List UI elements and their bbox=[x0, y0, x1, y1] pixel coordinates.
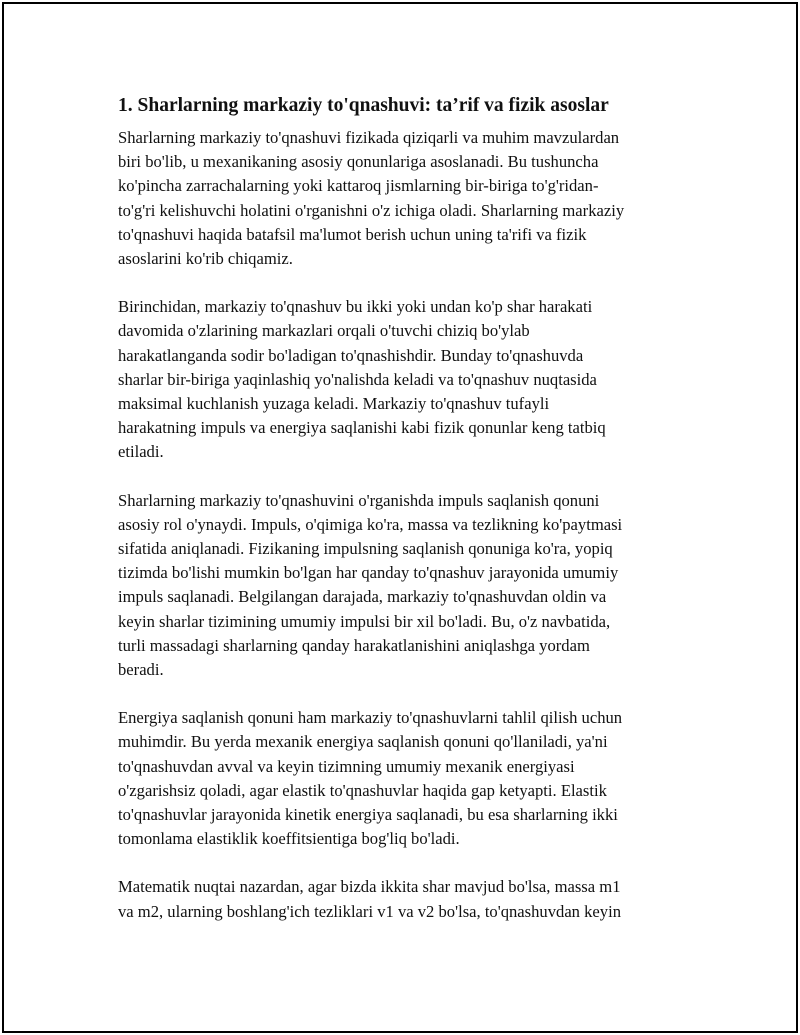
paragraph-5 bbox=[118, 875, 684, 923]
text-line: sifatida aniqlanadi. Fizikaning impulsning saqlanish qonuniga ko'ra, yopiq bbox=[118, 539, 613, 559]
paragraph-1 bbox=[118, 126, 684, 271]
text-line: asoslarini ko'rib chiqamiz. bbox=[118, 249, 293, 269]
text-line: Sharlarning markaziy to'qnashuvini o'rganishda impuls saqlanish qonuni bbox=[118, 490, 600, 510]
text-line: to'g'ri kelishuvchi holatini o'rganishni o'z ichiga oladi. Sharlarning markaziy bbox=[118, 200, 625, 220]
text-line: va m2, ularning boshlang'ich tezliklari v1 va v2 bo'lsa, to'qnashuvdan keyin bbox=[118, 901, 621, 921]
paragraph-4 bbox=[118, 706, 684, 851]
text-line: tizimda bo'lishi mumkin bo'lgan har qanday to'qnashuv jarayonida umumiy bbox=[118, 563, 619, 583]
text-line: Energiya saqlanish qonuni ham markaziy to'qnashuvlarni tahlil qilish uchun bbox=[118, 708, 623, 728]
text-line: to'qnashuvi haqida batafsil ma'lumot berish uchun uning ta'rifi va fizik bbox=[118, 224, 587, 244]
paragraph-3 bbox=[118, 489, 684, 683]
text-line: Birinchidan, markaziy to'qnashuv bu ikki yoki undan ko'p shar harakati bbox=[118, 297, 593, 317]
text-line: turli massadagi sharlarning qanday harakatlanishini aniqlashga yordam bbox=[118, 635, 590, 655]
text-line: Sharlarning markaziy to'qnashuvi fizikada qiziqarli va muhim mavzulardan bbox=[118, 128, 620, 147]
text-line: tomonlama elastiklik koeffitsientiga bog'liq bo'ladi. bbox=[118, 829, 460, 849]
text-line: etiladi. bbox=[118, 442, 164, 462]
text-line: to'qnashuvdan avval va keyin tizimning umumiy mexanik energiyasi bbox=[118, 756, 575, 776]
text-line: beradi. bbox=[118, 660, 164, 680]
text-line: maksimal kuchlanish yuzaga keladi. Markaziy to'qnashuv tufayli bbox=[118, 394, 550, 414]
section-heading: 1. Sharlarning markaziy to'qnashuvi: ta’rif va fizik asoslar bbox=[118, 95, 609, 116]
text-line: Matematik nuqtai nazardan, agar bizda ikkita shar mavjud bo'lsa, massa m1 bbox=[118, 877, 621, 897]
paragraph-2 bbox=[118, 295, 684, 464]
text-line: asosiy rol o'ynaydi. Impuls, o'qimiga ko'ra, massa va tezlikning ko'paytmasi bbox=[118, 514, 623, 534]
text-line: biri bo'lib, u mexanikaning asosiy qonunlariga asoslanadi. Bu tushuncha bbox=[118, 152, 599, 172]
text-line: to'qnashuvlar jarayonida kinetik energiya saqlanadi, bu esa sharlarning ikki bbox=[118, 805, 618, 825]
text-line: ko'pincha zarrachalarning yoki kattaroq jismlarning bir-biriga to'g'ridan- bbox=[118, 176, 599, 196]
text-line: muhimdir. Bu yerda mexanik energiya saqlanish qonuni qo'llaniladi, ya'ni bbox=[118, 732, 608, 752]
document-body bbox=[118, 92, 684, 948]
text-line: sharlar bir-biriga yaqinlashiq yo'nalishda keladi va to'qnashuv nuqtasida bbox=[118, 369, 597, 389]
text-line: impuls saqlanadi. Belgilangan darajada, markaziy to'qnashuvdan oldin va bbox=[118, 587, 607, 607]
text-line: o'zgarishsiz qoladi, agar elastik to'qnashuvlar haqida gap ketyapti. Elastik bbox=[118, 780, 607, 800]
text-line: harakatlanganda sodir bo'ladigan to'qnashishdir. Bunday to'qnashuvda bbox=[118, 345, 584, 365]
text-line: keyin sharlar tizimining umumiy impulsi bir xil bo'ladi. Bu, o'z navbatida, bbox=[118, 611, 611, 631]
text-line: harakatning impuls va energiya saqlanishi kabi fizik qonunlar keng tatbiq bbox=[118, 418, 606, 438]
text-line: davomida o'zlarining markazlari orqali o'tuvchi chiziq bo'ylab bbox=[118, 321, 530, 341]
